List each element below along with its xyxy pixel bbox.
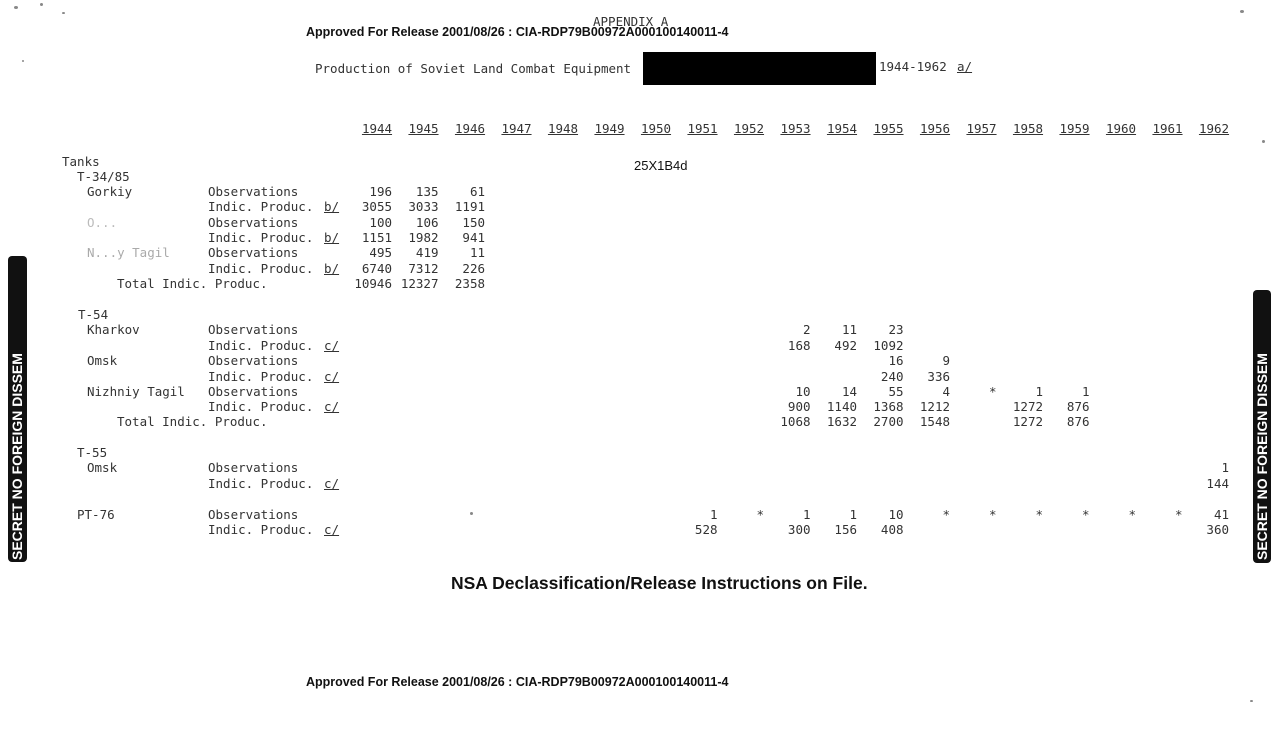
row-label-indic-produc: Indic. Produc. [208, 522, 314, 537]
cell-t34-gorkiy-ind-1944: 3055 [361, 199, 392, 214]
row-label-indic-produc: Indic. Produc. [208, 338, 314, 353]
plant-kharkov: Kharkov [87, 322, 140, 337]
date-range: 1944-1962 [879, 59, 947, 74]
cell-t34-omsk-obs-1946: 150 [462, 215, 485, 230]
cell-pt76-obs-1951: 1 [709, 507, 718, 522]
cell-pt76-obs-1962: 41 [1213, 507, 1229, 522]
approved-release-bottom: Approved For Release 2001/08/26 : CIA-RDP79B00972A000100140011-4 [306, 675, 729, 689]
year-header-1959: 1959 [1059, 121, 1090, 136]
row-label-observations: Observations [208, 245, 299, 260]
redaction-block [643, 52, 876, 85]
approved-release-top: Approved For Release 2001/08/26 : CIA-RDP79B00972A000100140011-4 [306, 25, 729, 39]
row-label-indic-produc: Indic. Produc. [208, 261, 314, 276]
cell-t34-total-1946: 2358 [454, 276, 485, 291]
cell-t34-omsk-ind-1944: 1151 [361, 230, 392, 245]
plant-nizhniy-tagil-faint: N...y Tagil [87, 245, 170, 260]
cell-t54-total-1953: 1068 [780, 414, 811, 429]
cell-t34-gorkiy-ind-1946: 1191 [454, 199, 485, 214]
cell-pt76-obs-1957: * [988, 507, 997, 522]
scan-speck [40, 3, 43, 6]
year-header-1954: 1954 [826, 121, 858, 136]
cell-t54-omsk-obs-1955: 16 [888, 353, 904, 368]
model-t34-85: T-34/85 [77, 169, 130, 184]
left-margin-stamp-text: SECRET NO FOREIGN DISSEM [9, 353, 25, 560]
appendix-label: APPENDIX A [593, 14, 669, 29]
scan-speck [1250, 700, 1253, 702]
plant-gorkiy: Gorkiy [87, 184, 133, 199]
cell-t54-ntagil-obs-1954: 14 [841, 384, 857, 399]
footnote-b: b/ [324, 230, 340, 245]
cell-t34-omsk-obs-1944: 100 [369, 215, 392, 230]
scan-speck [14, 6, 18, 9]
year-header-1952: 1952 [733, 121, 765, 136]
page-title: Production of Soviet Land Combat Equipment [315, 61, 632, 76]
row-label-observations: Observations [208, 184, 299, 199]
scan-speck [1240, 10, 1244, 13]
cell-t34-ntagil-obs-1946: 11 [469, 245, 485, 260]
cell-t34-gorkiy-obs-1945: 135 [415, 184, 439, 199]
cell-pt76-ind-1962: 360 [1206, 522, 1229, 537]
classification-code: 25X1B4d [634, 158, 688, 173]
cell-t54-kharkov-ind-1955: 1092 [873, 338, 904, 353]
plant-omsk: Omsk [87, 460, 118, 475]
year-header-1956: 1956 [919, 121, 951, 136]
footnote-c: c/ [324, 338, 340, 353]
model-t54: T-54 [78, 307, 109, 322]
cell-t54-kharkov-ind-1953: 168 [787, 338, 811, 353]
cell-t54-total-1958: 1272 [1012, 414, 1043, 429]
cell-t34-total-1945: 12327 [400, 276, 439, 291]
row-label-indic-produc: Indic. Produc. [208, 399, 314, 414]
scan-speck [1262, 140, 1265, 143]
cell-t34-ntagil-ind-1946: 226 [462, 261, 485, 276]
plant-omsk-faint: O... [87, 215, 118, 230]
right-margin-stamp [1253, 290, 1271, 563]
year-header-1946: 1946 [454, 121, 486, 136]
year-header-1945: 1945 [408, 121, 439, 136]
year-header-1961: 1961 [1152, 121, 1183, 136]
footnote-c: c/ [324, 522, 340, 537]
cell-pt76-obs-1959: * [1081, 507, 1090, 522]
scan-speck [22, 60, 24, 62]
plant-nizhniy-tagil: Nizhniy Tagil [87, 384, 185, 399]
cell-t54-ntagil-ind-1958: 1272 [1012, 399, 1043, 414]
cell-t34-gorkiy-ind-1945: 3033 [408, 199, 439, 214]
cell-t54-total-1956: 1548 [919, 414, 950, 429]
year-header-1947: 1947 [501, 121, 532, 136]
row-label-observations: Observations [208, 384, 299, 399]
cell-t34-gorkiy-obs-1946: 61 [469, 184, 485, 199]
cell-t34-ntagil-ind-1944: 6740 [361, 261, 392, 276]
cell-t34-total-1944: 10946 [354, 276, 392, 291]
cell-t34-omsk-ind-1945: 1982 [408, 230, 439, 245]
year-header-1960: 1960 [1105, 121, 1137, 136]
title-footnote: a/ [957, 59, 973, 74]
year-header-1949: 1949 [594, 121, 625, 136]
row-label-indic-produc: Indic. Produc. [208, 230, 314, 245]
row-label-indic-produc: Indic. Produc. [208, 476, 314, 491]
cell-t54-ntagil-obs-1958: 1 [1035, 384, 1043, 399]
cell-pt76-obs-1952: * [756, 507, 764, 522]
cell-t54-total-1954: 1632 [826, 414, 857, 429]
plant-omsk: Omsk [87, 353, 118, 368]
cell-t54-kharkov-obs-1955: 23 [888, 322, 904, 337]
year-header-1953: 1953 [780, 121, 811, 136]
left-margin-stamp [8, 256, 27, 562]
cell-t54-omsk-obs-1956: 9 [942, 353, 950, 368]
footnote-c: c/ [324, 399, 340, 414]
cell-pt76-ind-1955: 408 [880, 522, 904, 537]
cell-t54-ntagil-obs-1955: 55 [888, 384, 904, 399]
cell-pt76-obs-1958: * [1035, 507, 1043, 522]
cell-t54-ntagil-obs-1959: 1 [1081, 384, 1090, 399]
year-header-1955: 1955 [873, 121, 904, 136]
cell-pt76-ind-1951: 528 [694, 522, 718, 537]
cell-pt76-ind-1954: 156 [834, 522, 857, 537]
cell-t34-omsk-ind-1946: 941 [462, 230, 485, 245]
year-header-1958: 1958 [1012, 121, 1044, 136]
scan-speck [62, 12, 65, 14]
row-label-indic-produc: Indic. Produc. [208, 199, 314, 214]
cell-pt76-obs-1956: * [942, 507, 950, 522]
year-header-1944: 1944 [361, 121, 393, 136]
cell-t55-omsk-obs-1962: 1 [1221, 460, 1229, 475]
cell-t54-ntagil-ind-1956: 1212 [919, 399, 950, 414]
year-header-1962: 1962 [1198, 121, 1230, 136]
cell-t34-ntagil-obs-1945: 419 [415, 245, 439, 260]
release-instructions: NSA Declassification/Release Instructions on File. [451, 573, 868, 593]
cell-pt76-obs-1955: 10 [888, 507, 904, 522]
cell-t54-ntagil-obs-1957: * [988, 384, 997, 399]
footnote-b: b/ [324, 199, 340, 214]
cell-t55-omsk-ind-1962: 144 [1206, 476, 1229, 491]
footnote-b: b/ [324, 261, 340, 276]
cell-t54-ntagil-ind-1955: 1368 [873, 399, 904, 414]
model-pt76: PT-76 [77, 507, 115, 522]
cell-pt76-obs-1961: * [1174, 507, 1183, 522]
cell-t54-omsk-ind-1955: 240 [880, 369, 904, 384]
footnote-c: c/ [324, 369, 340, 384]
cell-pt76-ind-1953: 300 [787, 522, 811, 537]
year-header-1948: 1948 [547, 121, 579, 136]
cell-t54-ntagil-ind-1954: 1140 [826, 399, 857, 414]
cell-pt76-obs-1954: 1 [849, 507, 857, 522]
cell-t54-ntagil-ind-1953: 900 [787, 399, 811, 414]
row-label-total: Total Indic. Produc. [117, 414, 268, 429]
row-label-observations: Observations [208, 460, 299, 475]
cell-t54-ntagil-obs-1956: 4 [942, 384, 950, 399]
cell-t34-ntagil-ind-1945: 7312 [408, 261, 439, 276]
year-header-1950: 1950 [640, 121, 672, 136]
cell-t34-gorkiy-obs-1944: 196 [369, 184, 392, 199]
year-header-1951: 1951 [687, 121, 718, 136]
cell-t54-kharkov-obs-1953: 2 [802, 322, 811, 337]
cell-t34-omsk-obs-1945: 106 [415, 215, 439, 230]
cell-t54-ntagil-obs-1953: 10 [795, 384, 811, 399]
row-label-total: Total Indic. Produc. [117, 276, 268, 291]
row-label-observations: Observations [208, 507, 299, 522]
cell-t54-kharkov-ind-1954: 492 [834, 338, 857, 353]
cell-t54-total-1955: 2700 [873, 414, 904, 429]
cell-pt76-obs-1953: 1 [802, 507, 811, 522]
cell-t54-ntagil-ind-1959: 876 [1066, 399, 1090, 414]
cell-t54-total-1959: 876 [1066, 414, 1090, 429]
cell-t54-kharkov-obs-1954: 11 [841, 322, 857, 337]
cell-t54-omsk-ind-1956: 336 [927, 369, 950, 384]
section-tanks: Tanks [62, 154, 100, 169]
scan-speck [470, 512, 473, 515]
cell-t34-ntagil-obs-1944: 495 [369, 245, 392, 260]
footnote-c: c/ [324, 476, 340, 491]
row-label-observations: Observations [208, 215, 299, 230]
row-label-observations: Observations [208, 322, 299, 337]
model-t55: T-55 [77, 445, 108, 460]
year-header-1957: 1957 [966, 121, 997, 136]
right-margin-stamp-text: SECRET NO FOREIGN DISSEM [1254, 353, 1270, 560]
row-label-indic-produc: Indic. Produc. [208, 369, 314, 384]
row-label-observations: Observations [208, 353, 299, 368]
cell-pt76-obs-1960: * [1128, 507, 1136, 522]
